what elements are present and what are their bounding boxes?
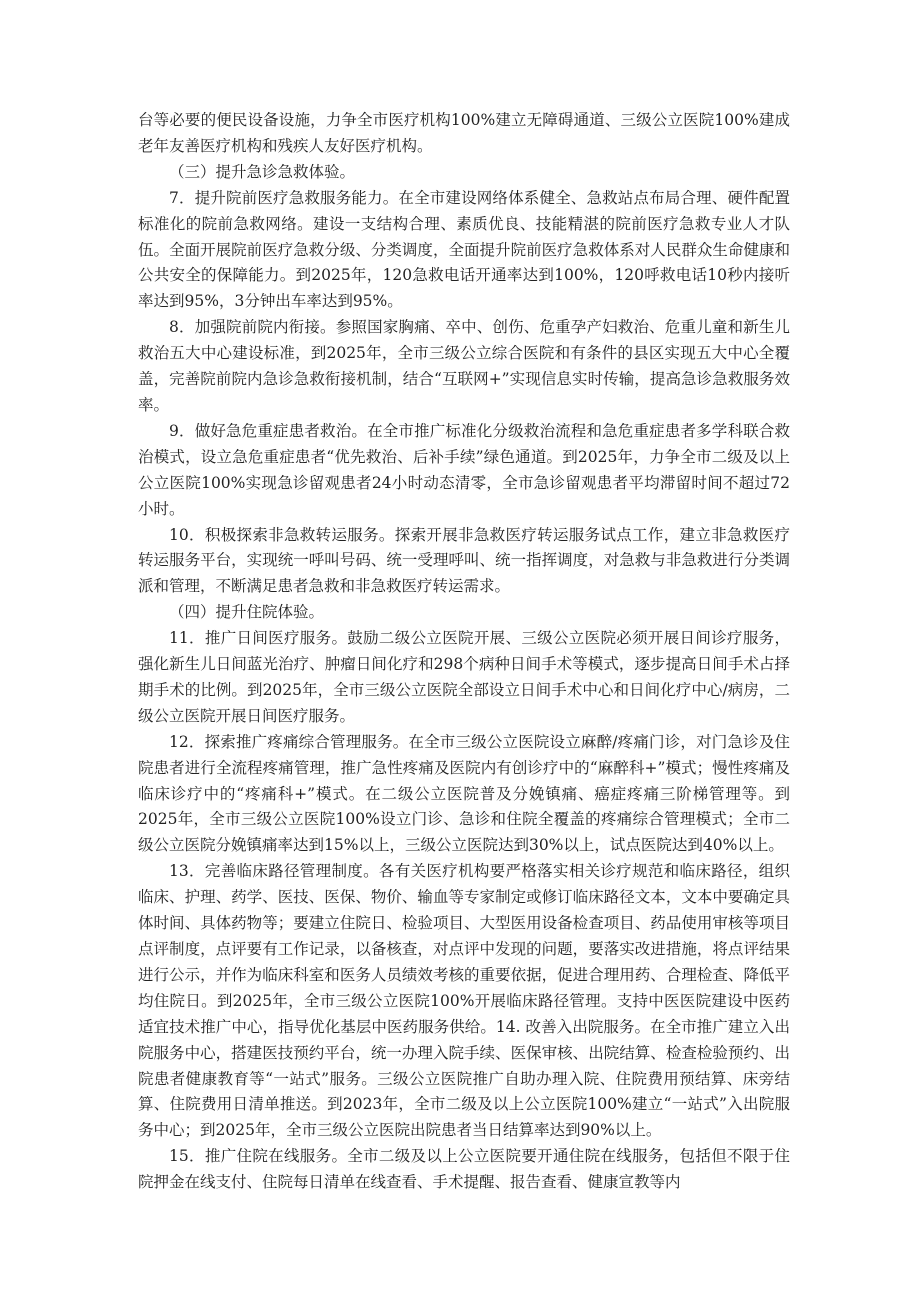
- section-heading-emergency: （三）提升急诊急救体验。: [169, 162, 356, 181]
- paragraph-item-8: 8．加强院前院内衔接。参照国家胸痛、卒中、创伤、危重孕产妇救治、危重儿童和新生儿救治五大中心建设标准，到2025年，全市三级公立综合医院和有条件的县区实现五大中心全覆盖，完善院前院内急诊急救衔接机制，结合“互联网+”实现信息实时传输，提高急诊急救服务效率。: [138, 318, 790, 414]
- paragraph-item-9: 9．做好急危重症患者救治。在全市推广标准化分级救治流程和急危重症患者多学科联合救治模式，设立急危重症患者“优先救治、后补手续”绿色通道。到2025年，力争全市二级及以上公立医院100%实现急诊留观患者24小时动态清零，全市急诊留观患者平均滞留时间不超过72小时。: [138, 421, 790, 518]
- paragraph-item-13-14: 13．完善临床路径管理制度。各有关医疗机构要严格落实相关诊疗规范和临床路径，组织临床、护理、药学、医技、医保、物价、输血等专家制定或修订临床路径文本，文本中要确定具体时间、具体药物等；要建立住院日、检验项目、大型医用设备检查项目、药品使用审核等项目点评制度，点评要有工作记录，以备核查，对点评中发现的问题，要落实改进措施，将点评结果进行公示，并作为临床科室和医务人员绩效考核的重要依据，促进合理用药、合理检查、降低平均住院日。到2025年，全市三级公立医院100%开展临床路径管理。支持中医医院建设中医药适宜技术推广中心，指导优化基层中医药服务供给。14. 改善入出院服务。在全市推广建立入出院服务中心，搭建医技预约平台，统一办理入院手续、医保审核、出院结算、检查检验预约、出院患者健康教育等“一站式”服务。三级公立医院推广自助办理入院、住院费用预结算、床旁结算、住院费用日清单推送。到2023年，全市二级及以上公立医院100%建立“一站式”入出院服务中心；到2025年，全市三级公立医院出院患者当日结算率达到90%以上。: [138, 862, 790, 1140]
- paragraph-item-11: 11．推广日间医疗服务。鼓励二级公立医院开展、三级公立医院必须开展日间诊疗服务，强化新生儿日间蓝光治疗、肿瘤日间化疗和298个病种日间手术等模式，逐步提高日间手术占择期手术的比例。到2025年，全市三级公立医院全部设立日间手术中心和日间化疗中心/病房，二级公立医院开展日间医疗服务。: [138, 629, 790, 725]
- paragraph-item-10: 10．积极探索非急救转运服务。探索开展非急救医疗转运服务试点工作，建立非急救医疗转运服务平台，实现统一呼叫号码、统一受理呼叫、统一指挥调度，对急救与非急救进行分类调派和管理，不断满足患者急救和非急救医疗转运需求。: [138, 525, 790, 596]
- paragraph-item-7: 7．提升院前医疗急救服务能力。在全市建设网络体系健全、急救站点布局合理、硬件配置标准化的院前急救网络。建设一支结构合理、素质优良、技能精湛的院前医疗急救专业人才队伍。全面开展院前医疗急救分级、分类调度，全面提升院前医疗急救体系对人民群众生命健康和公共安全的保障能力。到2025年，120急救电话开通率达到100%，120呼救电话10秒内接听率达到95%，3分钟出车率达到95%。: [138, 188, 790, 311]
- section-heading-inpatient: （四）提升住院体验。: [169, 603, 325, 622]
- paragraph-item-12: 12．探索推广疼痛综合管理服务。在全市三级公立医院设立麻醉/疼痛门诊，对门急诊及住院患者进行全流程疼痛管理，推广急性疼痛及医院内有创诊疗中的“麻醉科+”模式；慢性疼痛及临床诊疗中的“疼痛科+”模式。在二级公立医院普及分娩镇痛、癌症疼痛三阶梯管理等。到2025年，全市三级公立医院100%设立门诊、急诊和住院全覆盖的疼痛综合管理模式；全市二级公立医院分娩镇痛率达到15%以上，三级公立医院达到30%以上，试点医院达到40%以上。: [138, 732, 790, 855]
- paragraph-continuation: 台等必要的便民设备设施，力争全市医疗机构100%建立无障碍通道、三级公立医院100%建成老年友善医疗机构和残疾人友好医疗机构。: [138, 111, 790, 155]
- paragraph-item-15: 15．推广住院在线服务。全市二级及以上公立医院要开通住院在线服务，包括但不限于住院押金在线支付、住院每日清单在线查看、手术提醒、报告查看、健康宣教等内: [138, 1147, 790, 1192]
